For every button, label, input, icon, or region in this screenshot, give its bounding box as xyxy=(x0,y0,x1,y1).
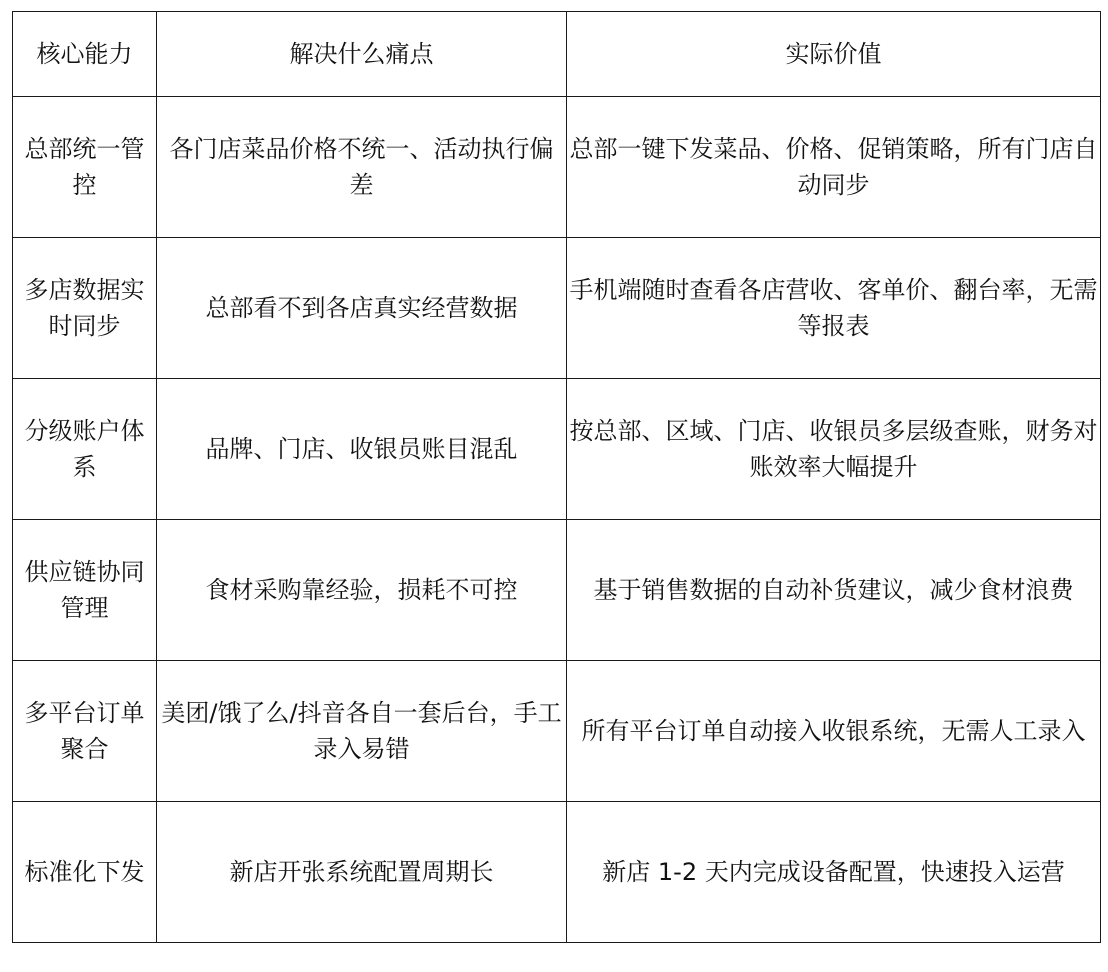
table-row xyxy=(13,520,1101,661)
table-header-row xyxy=(13,12,1101,97)
pain-point-cell: 新店开张系统配置周期长 xyxy=(157,802,567,943)
capability-cell: 供应链协同管理 xyxy=(13,520,157,661)
pain-point-cell: 美团/饿了么/抖音各自一套后台，手工录入易错 xyxy=(157,661,567,802)
value-cell: 手机端随时查看各店营收、客单价、翻台率，无需等报表 xyxy=(567,238,1101,379)
table-row xyxy=(13,97,1101,238)
value-cell: 新店 1-2 天内完成设备配置，快速投入运营 xyxy=(567,802,1101,943)
capability-table xyxy=(12,11,1101,943)
capability-cell: 总部统一管控 xyxy=(13,97,157,238)
capability-cell: 多平台订单聚合 xyxy=(13,661,157,802)
table-row xyxy=(13,379,1101,520)
capability-cell: 多店数据实时同步 xyxy=(13,238,157,379)
table-row xyxy=(13,238,1101,379)
header-capability: 核心能力 xyxy=(13,12,157,97)
capability-cell: 分级账户体系 xyxy=(13,379,157,520)
value-cell: 总部一键下发菜品、价格、促销策略，所有门店自动同步 xyxy=(567,97,1101,238)
table-row xyxy=(13,661,1101,802)
capability-cell: 标准化下发 xyxy=(13,802,157,943)
pain-point-cell: 食材采购靠经验，损耗不可控 xyxy=(157,520,567,661)
header-pain-point: 解决什么痛点 xyxy=(157,12,567,97)
header-value: 实际价值 xyxy=(567,12,1101,97)
pain-point-cell: 总部看不到各店真实经营数据 xyxy=(157,238,567,379)
value-cell: 按总部、区域、门店、收银员多层级查账，财务对账效率大幅提升 xyxy=(567,379,1101,520)
table-row xyxy=(13,802,1101,943)
value-cell: 基于销售数据的自动补货建议，减少食材浪费 xyxy=(567,520,1101,661)
pain-point-cell: 品牌、门店、收银员账目混乱 xyxy=(157,379,567,520)
value-cell: 所有平台订单自动接入收银系统，无需人工录入 xyxy=(567,661,1101,802)
pain-point-cell: 各门店菜品价格不统一、活动执行偏差 xyxy=(157,97,567,238)
